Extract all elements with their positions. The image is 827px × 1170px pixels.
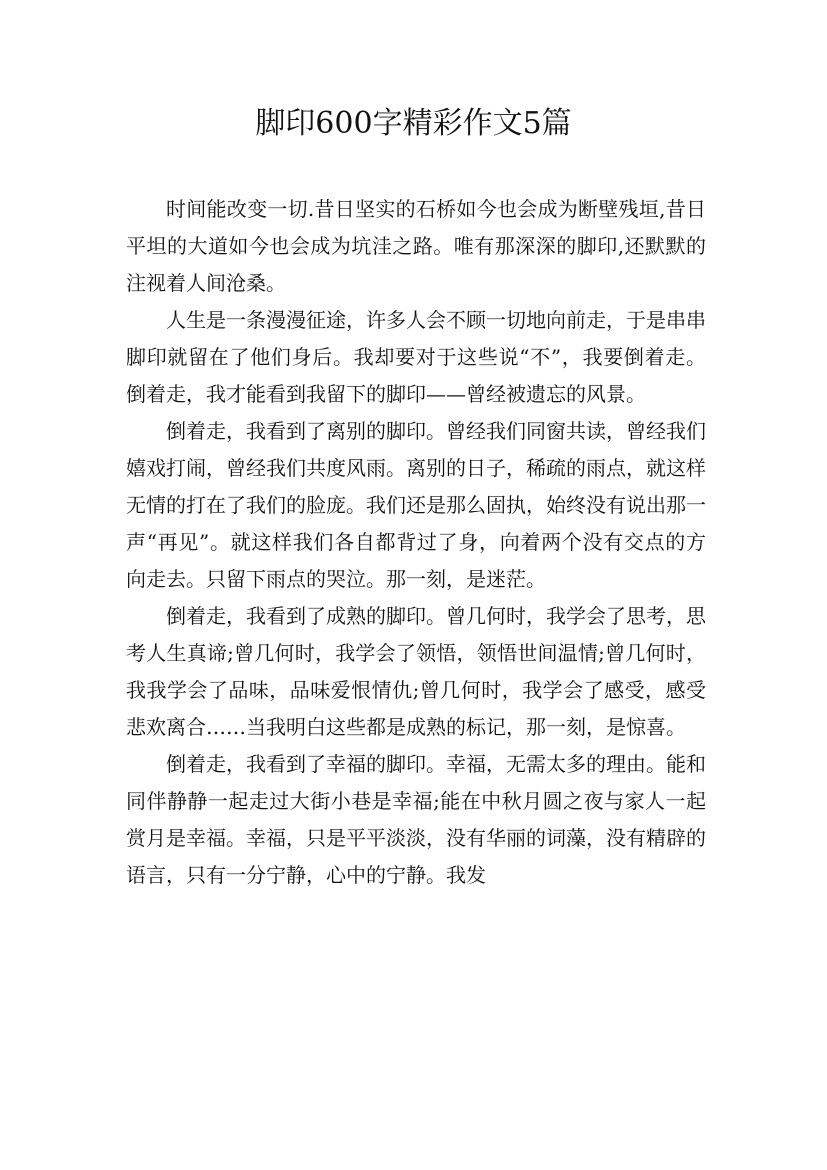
document-body bbox=[126, 191, 706, 894]
paragraph-3: 倒着走，我看到了离别的脚印。曾经我们同窗共读，曾经我们嬉戏打闹，曾经我们共度风雨。离别的日子，稀疏的雨点，就这样无情的打在了我们的脸庞。我们还是那么固执，始终没有说出那一声“再见”。就这样我们各自都背过了身，向着两个没有交点的方向走去。只留下雨点的哭泣。那一刻，是迷茫。 bbox=[126, 419, 706, 591]
paragraph-1: 时间能改变一切.昔日坚实的石桥如今也会成为断壁残垣,昔日平坦的大道如今也会成为坑洼之路。唯有那深深的脚印,还默默的注视着人间沧桑。 bbox=[126, 197, 706, 295]
paragraph-2: 人生是一条漫漫征途，许多人会不顾一切地向前走，于是串串脚印就留在了他们身后。我却要对于这些说“不”，我要倒着走。倒着走，我才能看到我留下的脚印——曾经被遗忘的风景。 bbox=[126, 308, 706, 406]
paragraph-4: 倒着走，我看到了成熟的脚印。曾几何时，我学会了思考，思考人生真谛;曾几何时，我学会了领悟，领悟世间温情;曾几何时，我我学会了品味，品味爱恨情仇;曾几何时，我学会了感受，感受悲欢离合……当我明白这些都是成熟的标记，那一刻，是惊喜。 bbox=[126, 604, 706, 739]
paragraph-5: 倒着走，我看到了幸福的脚印。幸福，无需太多的理由。能和同伴静静一起走过大街小巷是幸福;能在中秋月圆之夜与家人一起赏月是幸福。幸福，只是平平淡淡，没有华丽的词藻，没有精辟的语言，只有一分宁静，心中的宁静。我发 bbox=[126, 752, 706, 887]
document-title: 脚印600字精彩作文5篇 bbox=[255, 106, 572, 141]
